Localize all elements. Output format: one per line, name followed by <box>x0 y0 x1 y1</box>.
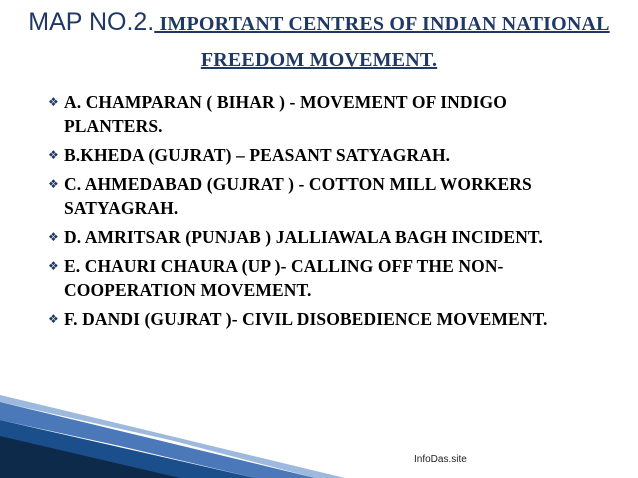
title-prefix: MAP NO.2. <box>28 8 155 36</box>
list-item-text: E. CHAURI CHAURA (UP )- CALLING OFF THE NON- COOPERATION MOVEMENT. <box>64 256 504 300</box>
diamond-bullet-icon: ❖ <box>48 148 59 162</box>
footer-source: InfoDas.site <box>414 454 467 465</box>
list-item <box>48 172 608 220</box>
diamond-bullet-icon: ❖ <box>48 259 59 273</box>
list-item-text: F. DANDI (GUJRAT )- CIVIL DISOBEDIENCE MOVEMENT. <box>64 309 548 329</box>
slide-title <box>0 5 638 79</box>
diamond-bullet-icon: ❖ <box>48 230 59 244</box>
list-item <box>48 143 608 167</box>
diamond-bullet-icon: ❖ <box>48 177 59 191</box>
diamond-bullet-icon: ❖ <box>48 95 59 109</box>
list-item <box>48 90 608 138</box>
title-main: IMPORTANT CENTRES OF INDIAN NATIONAL FREEDOM MOVEMENT. <box>154 13 610 71</box>
list-item-text: A. CHAMPARAN ( BIHAR ) - MOVEMENT OF INDIGO PLANTERS. <box>64 92 507 136</box>
diamond-bullet-icon: ❖ <box>48 312 59 326</box>
list-item <box>48 254 608 302</box>
bullet-list <box>48 90 608 336</box>
list-item <box>48 307 608 331</box>
list-item-text: B.KHEDA (GUJRAT) – PEASANT SATYAGRAH. <box>64 145 451 165</box>
list-item-text: D. AMRITSAR (PUNJAB ) JALLIAWALA BAGH INCIDENT. <box>64 227 543 247</box>
list-item <box>48 225 608 249</box>
list-item-text: C. AHMEDABAD (GUJRAT ) - COTTON MILL WORKERS SATYAGRAH. <box>64 174 532 218</box>
